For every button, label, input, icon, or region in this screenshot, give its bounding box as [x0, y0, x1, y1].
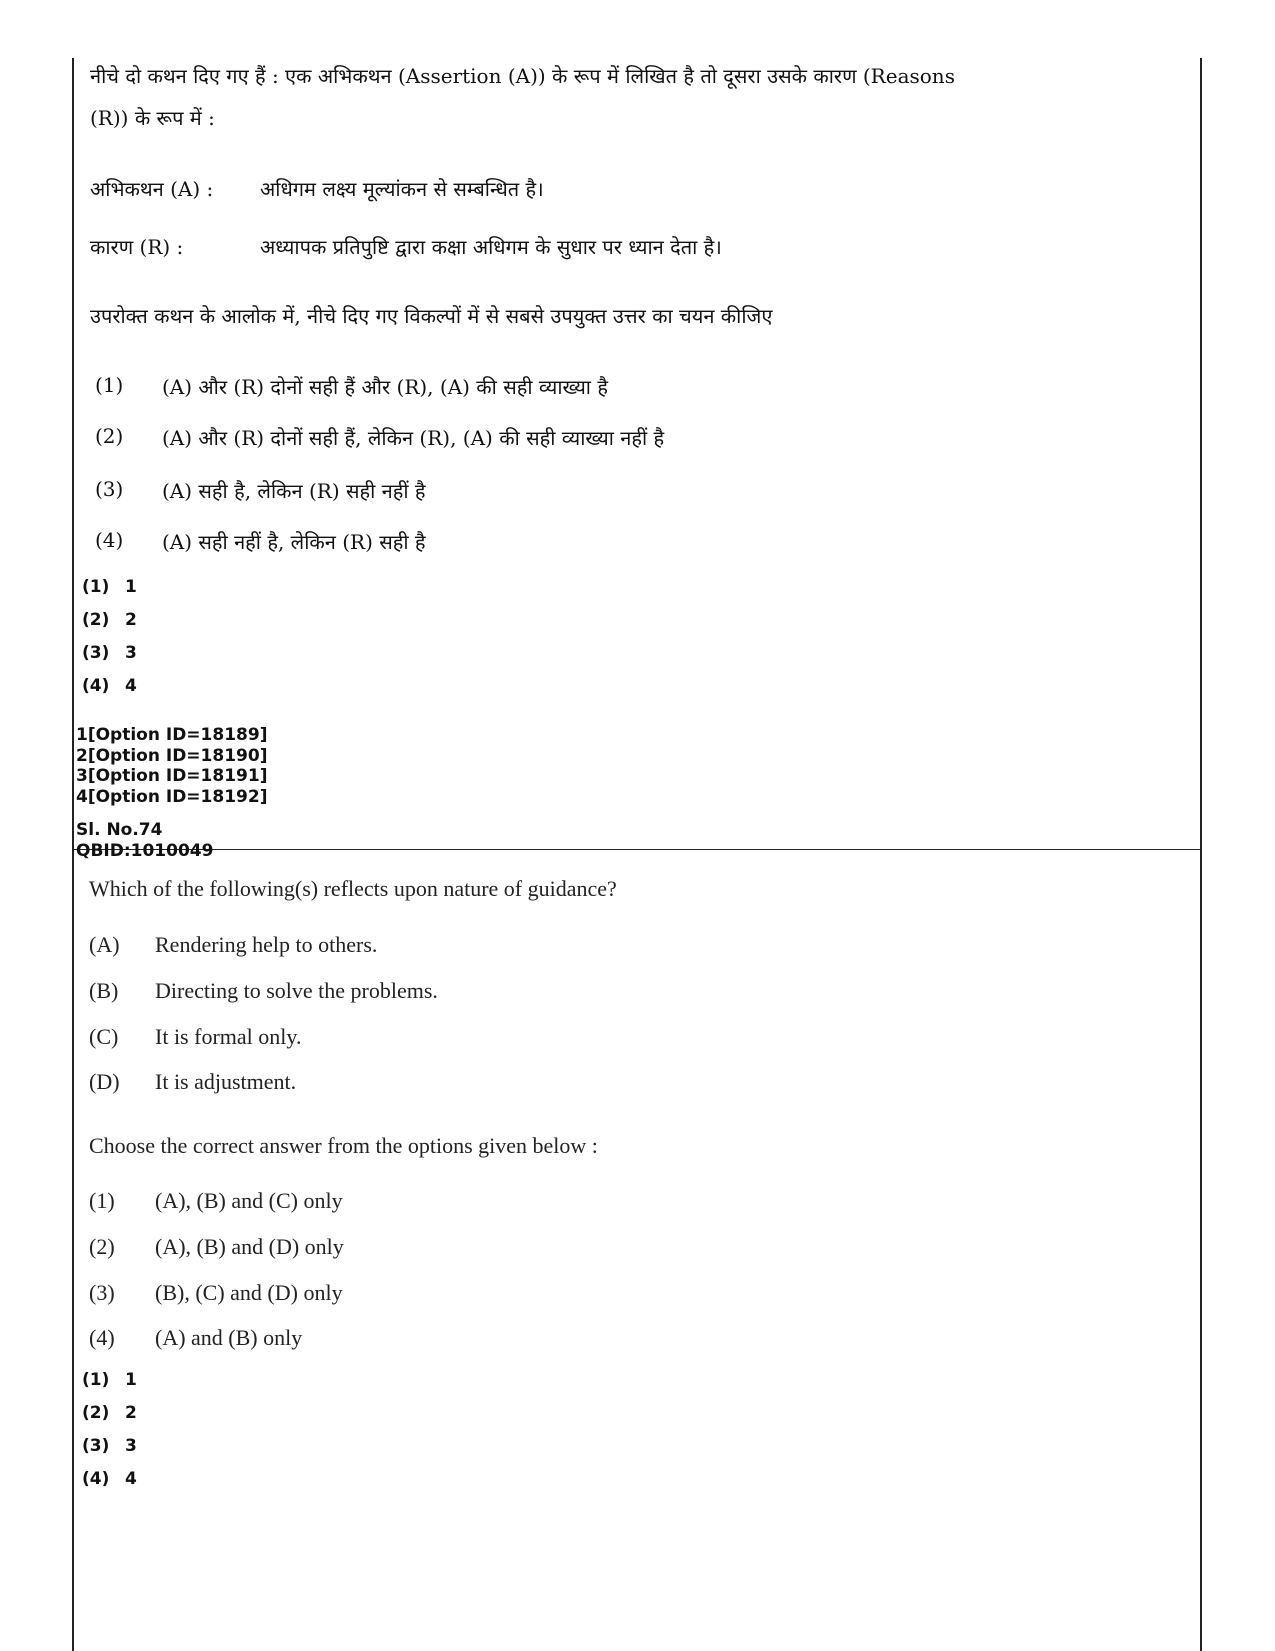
q73-choice-num: (4) — [95, 528, 124, 552]
q74-answer-num: (1) — [82, 1370, 110, 1390]
q73-choice-num: (2) — [95, 424, 124, 448]
q74-statement-label: (C) — [89, 1024, 119, 1049]
q74-choice-num: (1) — [89, 1188, 115, 1213]
q73-answer-num: (1) — [82, 577, 110, 597]
q73-answer-value: 2 — [125, 610, 137, 630]
q74-statement-text: It is formal only. — [155, 1024, 302, 1049]
q73-choice-text: (A) सही नहीं है, लेकिन (R) सही है — [162, 530, 426, 554]
question-divider — [72, 849, 1202, 850]
q73-intro-line2: (R)) के रूप में : — [90, 106, 215, 130]
q73-answer-value: 4 — [125, 676, 137, 696]
q73-assertion-text: अधिगम लक्ष्य मूल्यांकन से सम्बन्धित है। — [260, 177, 544, 201]
q74-qbid: QBID:1010049 — [76, 841, 214, 861]
q73-instruction: उपरोक्त कथन के आलोक में, नीचे दिए गए विकल्पों में से सबसे उपयुक्त उत्तर का चयन कीजिए — [90, 304, 773, 328]
q73-answer-num: (3) — [82, 643, 110, 663]
q74-choice-text: (B), (C) and (D) only — [155, 1280, 343, 1305]
q74-answer-num: (4) — [82, 1469, 110, 1489]
q74-choice-num: (4) — [89, 1325, 115, 1350]
q74-statement-label: (B) — [89, 978, 119, 1003]
q74-choice-text: (A), (B) and (C) only — [155, 1188, 343, 1213]
q73-intro-line1: नीचे दो कथन दिए गए हैं : एक अभिकथन (Assertion (A)) के रूप में लिखित है तो दूसरा उसके कारण (Reasons — [90, 64, 955, 88]
q74-answer-num: (2) — [82, 1403, 110, 1423]
q74-instruction: Choose the correct answer from the options given below : — [89, 1133, 598, 1158]
q74-choice-num: (3) — [89, 1280, 115, 1305]
q73-reason-text: अध्यापक प्रतिपुष्टि द्वारा कक्षा अधिगम के सुधार पर ध्यान देता है। — [260, 235, 722, 259]
q74-choice-text: (A) and (B) only — [155, 1325, 303, 1350]
q73-option-id: 3[Option ID=18191] — [76, 766, 268, 786]
q73-answer-value: 3 — [125, 643, 137, 663]
q74-statement-text: Directing to solve the problems. — [155, 978, 438, 1003]
q74-choice-num: (2) — [89, 1234, 115, 1259]
q74-choice-text: (A), (B) and (D) only — [155, 1234, 344, 1259]
q73-option-id: 2[Option ID=18190] — [76, 746, 268, 766]
q74-answer-value: 2 — [125, 1403, 137, 1423]
q73-choice-num: (1) — [95, 373, 124, 397]
question-frame — [72, 58, 1202, 1651]
q74-answer-num: (3) — [82, 1436, 110, 1456]
q73-answer-value: 1 — [125, 577, 137, 597]
q73-reason-label: कारण (R) : — [90, 235, 184, 259]
q74-statement-text: Rendering help to others. — [155, 932, 378, 957]
q74-question-text: Which of the following(s) reflects upon nature of guidance? — [89, 876, 617, 901]
q74-statement-label: (A) — [89, 932, 120, 957]
q74-answer-value: 4 — [125, 1469, 137, 1489]
q74-statement-label: (D) — [89, 1069, 120, 1094]
q73-assertion-label: अभिकथन (A) : — [90, 177, 214, 201]
q74-answer-value: 1 — [125, 1370, 137, 1390]
q73-choice-text: (A) और (R) दोनों सही हैं और (R), (A) की सही व्याख्या है — [162, 375, 608, 399]
q73-choice-num: (3) — [95, 477, 124, 501]
q74-answer-value: 3 — [125, 1436, 137, 1456]
q74-statement-text: It is adjustment. — [155, 1069, 297, 1094]
q73-choice-text: (A) सही है, लेकिन (R) सही नहीं है — [162, 479, 426, 503]
q73-option-id: 4[Option ID=18192] — [76, 787, 268, 807]
q73-answer-num: (2) — [82, 610, 110, 630]
q73-answer-num: (4) — [82, 676, 110, 696]
q74-serial-number: Sl. No.74 — [76, 820, 163, 840]
q73-option-id: 1[Option ID=18189] — [76, 725, 268, 745]
q73-choice-text: (A) और (R) दोनों सही हैं, लेकिन (R), (A) की सही व्याख्या नहीं है — [162, 426, 665, 450]
